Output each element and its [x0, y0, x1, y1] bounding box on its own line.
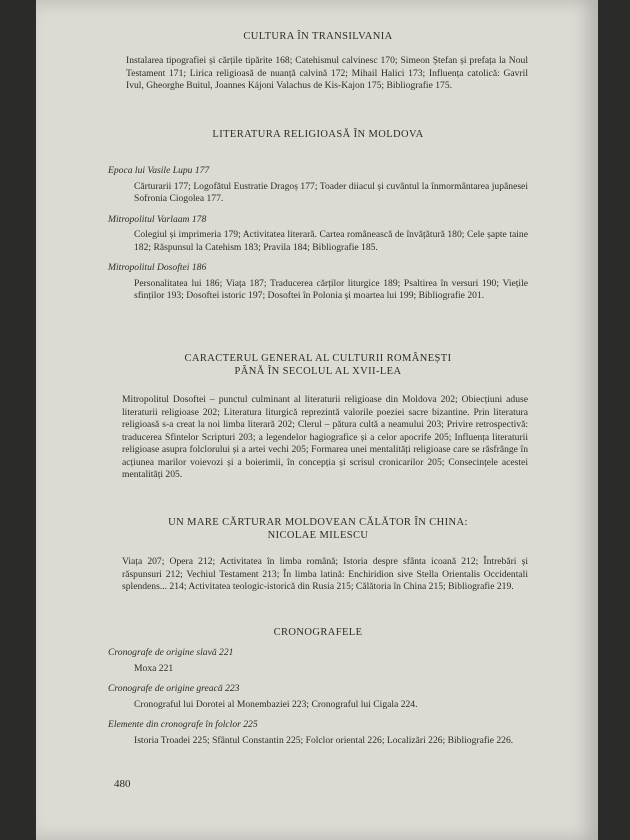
subsection-text: Cronograful lui Dorotei al Monembaziei 223; Cronograful lui Cigala 224.	[134, 698, 418, 710]
subsection-heading: Cronografe de origine greacă 223	[108, 683, 240, 694]
section-cronografele	[108, 626, 528, 747]
section-text: Mitropolitul Dosoftei – punctul culminant al literaturii religioase din Moldova 202; Obiecțiuni aduse literaturii religioase 202; Literatura liturgică reprezintă valorile poeziei sacre bizantine. Prin literatura religioasă s-a creat la noi limba literară 202; Clerul – pătura cultă a neamului 203; Privire retrospectivă: traducerea Sfintelor Scripturi 203; a legendelor hagiografice și a celor apocrife 205; Influența literaturii religioase asupra folclorului și a artei vechi 205; Formarea unei mentalități religioase care se răsfrânge în acțiunea marilor voievozi și a boierimii, în concepția și scrisul cronicarilor 205; Consecințele acestei mentalități 205.	[122, 394, 528, 480]
section-title: LITERATURA RELIGIOASĂ ÎN MOLDOVA	[212, 129, 424, 140]
section-title-line1: CARACTERUL GENERAL AL CULTURII ROMÂNEȘTI	[184, 353, 452, 364]
page-number: 480	[114, 778, 131, 790]
subsection-text: Personalitatea lui 186; Viața 187; Traducerea cărților liturgice 189; Psaltirea în versuri 190; Viețile sfinților 193; Dosoftei istoric 197; Dosoftei în Polonia și moartea lui 199; Bibliografie 201.	[134, 277, 528, 301]
section-title: CULTURA ÎN TRANSILVANIA	[243, 31, 393, 42]
section-text: Viața 207; Opera 212; Activitatea în limba română; Istoria despre sfânta icoană 212; Întrebări și răspunsuri 212; Vechiul Testament 213; În limba latină: Enchiridion sive Stella Orientalis Occidentali splendens... 214; Activitatea teologic-istorică din Rusia 215; Călătoria în China 215; Bibliografie 219.	[122, 556, 528, 592]
section-caracterul-general	[108, 352, 528, 482]
subsection-text: Istoria Troadei 225; Sfântul Constantin 225; Folclor oriental 226; Localizări 226; Bibliografie 226.	[134, 734, 514, 746]
section-title-line2: PÂNĂ ÎN SECOLUL AL XVII-LEA	[234, 366, 402, 377]
subsection-heading: Elemente din cronografe în folclor 225	[108, 719, 258, 730]
subsection-heading: Cronografe de origine slavă 221	[108, 647, 234, 658]
subsection-text: Cărturarii 177; Logofătul Eustratie Dragoș 177; Toader diiacul și cuvântul la înmormântarea jupânesei Sofronia Ciogolea 177.	[134, 180, 528, 204]
section-title: CRONOGRAFELE	[273, 627, 363, 638]
section-nicolae-milescu	[108, 516, 528, 594]
section-cultura-transilvania	[108, 30, 528, 93]
book-page	[36, 0, 598, 840]
section-title-line2: NICOLAE MILESCU	[267, 530, 369, 541]
section-text: Instalarea tipografiei și cărțile tipărite 168; Catehismul calvinesc 170; Simeon Ștefan și prefața la Noul Testament 171; Lirica religioasă de nuanță calvină 172; Mihail Halici 173; Influența catolică: Gavril Ivul, Gheorghe Buitul, Joannes Kájoni Valachus de Kis-Kajon 175; Bibliografie 175.	[126, 55, 528, 91]
section-title-line1: UN MARE CĂRTURAR MOLDOVEAN CĂLĂTOR ÎN CHINA:	[168, 517, 468, 528]
section-literatura-moldova	[108, 128, 528, 303]
subsection-heading: Mitropolitul Dosoftei 186	[108, 262, 207, 273]
subsection-text: Moxa 221	[134, 662, 174, 674]
subsection-text: Colegiul și imprimeria 179; Activitatea literară. Cartea românească de învățătură 180; Cele șapte taine 182; Răspunsul la Catehism 183; Pravila 184; Bibliografie 185.	[134, 229, 528, 253]
subsection-heading: Mitropolitul Varlaam 178	[108, 213, 207, 225]
subsection-heading: Epoca lui Vasile Lupu 177	[108, 165, 210, 176]
